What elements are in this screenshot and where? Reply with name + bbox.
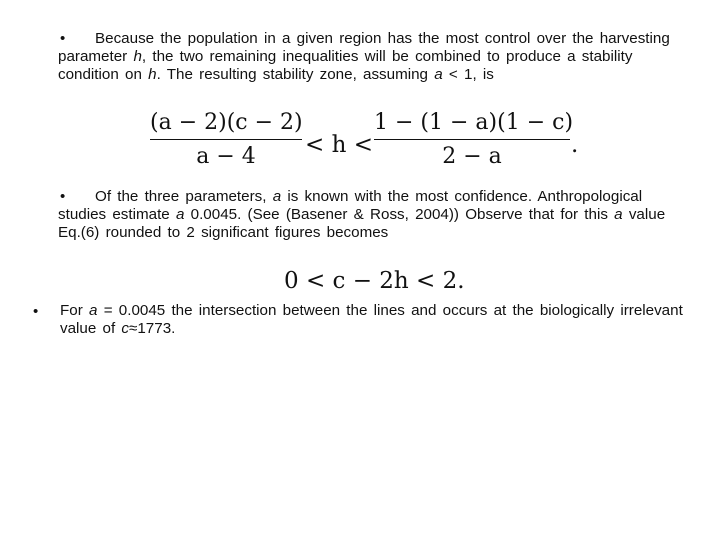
para3-text: For (60, 302, 90, 319)
paragraph-intersection (60, 302, 710, 338)
para1-text: condition on (58, 66, 149, 83)
bullet-3: • (33, 303, 39, 320)
eq1-left-numerator: (a − 2)(c − 2) (150, 110, 303, 135)
eq2-expression: 0 < c − 2h < 2. (284, 268, 465, 294)
var-h: h (148, 66, 157, 83)
var-c: c (121, 320, 130, 337)
para1-text: parameter (58, 48, 134, 65)
eq1-period: . (571, 132, 579, 158)
para2-text: Of the three parameters, (95, 188, 273, 205)
para1-text: . The resulting stability zone, assuming (156, 66, 435, 83)
para3-text: = 0.0045 the intersection between the lines and occurs at the biologically irrelevant (97, 302, 683, 319)
var-h: h (133, 48, 142, 65)
bullet-1: • (60, 30, 66, 47)
var-a: a (434, 66, 443, 83)
para3-text: value of (60, 320, 122, 337)
para2-text: is known with the most confidence. Anthropological (281, 188, 643, 205)
eq1-right-denominator: 2 − a (442, 144, 502, 170)
var-a: a (175, 206, 185, 223)
bullet-2: • (60, 188, 66, 205)
para2-text: value (622, 206, 666, 223)
para1-text: < 1, is (442, 66, 494, 83)
eq1-left-denominator: a − 4 (196, 144, 256, 170)
para1-line1: Because the population in a given region has the most control over the harvesting (95, 30, 670, 47)
eq1-middle: < h < (305, 132, 373, 158)
var-a: a (614, 206, 623, 223)
var-a: a (89, 302, 98, 319)
para2-text: studies estimate (58, 206, 176, 223)
para3-line2 (60, 320, 710, 338)
para2-line3: Eq.(6) rounded to 2 significant figures becomes (58, 224, 389, 241)
para1-text: , the two remaining inequalities will be combined to produce a stability (141, 48, 633, 65)
var-a: a (272, 188, 282, 205)
eq1-right-numerator: 1 − (1 − a)(1 − c) (374, 110, 574, 135)
para3-line1 (60, 302, 710, 320)
para2-text: 0.0045. (See (Basener & Ross, 2004)) Observe that for this (184, 206, 615, 223)
para3-text: ≈1773. (129, 320, 176, 337)
